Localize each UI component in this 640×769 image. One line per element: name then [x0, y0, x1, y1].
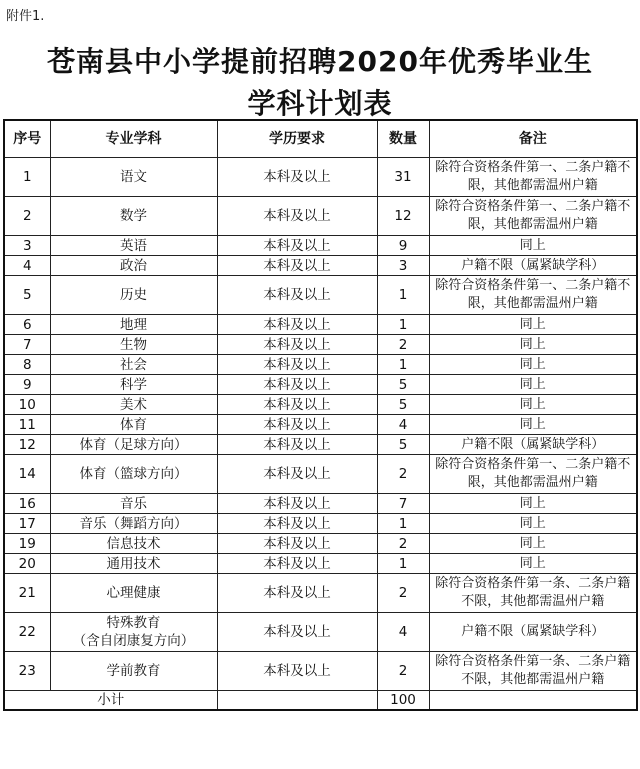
row-note: 除符合资格条件第一、二条户籍不限，其他都需温州户籍 [429, 158, 637, 197]
row-subject [50, 613, 217, 652]
row-quantity: 5 [377, 435, 429, 455]
table-header-row [4, 120, 637, 158]
table-row [4, 435, 637, 455]
row-quantity: 2 [377, 574, 429, 613]
title-line-2: 学科计划表 [247, 87, 393, 120]
row-subject: 科学 [50, 375, 217, 395]
table-row [4, 395, 637, 415]
row-note: 同上 [429, 554, 637, 574]
row-subject: 社会 [50, 355, 217, 375]
row-quantity: 2 [377, 335, 429, 355]
row-no: 6 [4, 315, 50, 335]
row-education: 本科及以上 [217, 613, 377, 652]
row-quantity: 1 [377, 514, 429, 534]
table-row [4, 613, 637, 652]
row-education: 本科及以上 [217, 158, 377, 197]
header-no: 序号 [4, 120, 50, 158]
row-education: 本科及以上 [217, 574, 377, 613]
row-no: 3 [4, 236, 50, 256]
header-quantity: 数量 [377, 120, 429, 158]
row-education: 本科及以上 [217, 236, 377, 256]
row-no: 12 [4, 435, 50, 455]
table-row [4, 494, 637, 514]
total-empty-cell [217, 691, 377, 711]
table-row [4, 197, 637, 236]
row-subject: 美术 [50, 395, 217, 415]
row-education: 本科及以上 [217, 276, 377, 315]
row-education: 本科及以上 [217, 435, 377, 455]
row-subject-line-1: 特殊教育 [106, 615, 161, 631]
row-note: 同上 [429, 335, 637, 355]
row-subject: 地理 [50, 315, 217, 335]
row-no: 11 [4, 415, 50, 435]
total-label: 小计 [4, 691, 217, 711]
table-row [4, 256, 637, 276]
row-education: 本科及以上 [217, 197, 377, 236]
row-no: 19 [4, 534, 50, 554]
table-row [4, 276, 637, 315]
row-education: 本科及以上 [217, 494, 377, 514]
row-quantity: 4 [377, 415, 429, 435]
title-line-1: 苍南县中小学提前招聘2020年优秀毕业生 [47, 45, 593, 78]
row-subject: 历史 [50, 276, 217, 315]
row-quantity: 3 [377, 256, 429, 276]
row-note: 除符合资格条件第一、二条户籍不限，其他都需温州户籍 [429, 197, 637, 236]
row-education: 本科及以上 [217, 355, 377, 375]
row-no: 9 [4, 375, 50, 395]
subject-plan-table [3, 119, 638, 711]
row-subject-line-2: （含自闭康复方向） [72, 633, 195, 649]
header-note: 备注 [429, 120, 637, 158]
row-subject: 心理健康 [50, 574, 217, 613]
table-row [4, 415, 637, 435]
row-no: 23 [4, 652, 50, 691]
total-quantity: 100 [377, 691, 429, 711]
row-no: 8 [4, 355, 50, 375]
row-no: 5 [4, 276, 50, 315]
row-quantity: 1 [377, 315, 429, 335]
row-note: 户籍不限（属紧缺学科） [429, 613, 637, 652]
row-subject: 体育（足球方向） [50, 435, 217, 455]
row-quantity: 2 [377, 652, 429, 691]
row-note: 除符合资格条件第一、二条户籍不限，其他都需温州户籍 [429, 455, 637, 494]
row-quantity: 2 [377, 534, 429, 554]
row-note: 同上 [429, 534, 637, 554]
row-education: 本科及以上 [217, 534, 377, 554]
header-education: 学历要求 [217, 120, 377, 158]
row-education: 本科及以上 [217, 455, 377, 494]
row-note: 同上 [429, 415, 637, 435]
table-row [4, 375, 637, 395]
row-note: 同上 [429, 355, 637, 375]
row-subject: 体育 [50, 415, 217, 435]
row-subject: 音乐（舞蹈方向） [50, 514, 217, 534]
row-quantity: 5 [377, 395, 429, 415]
row-note: 除符合资格条件第一条、二条户籍不限，其他都需温州户籍 [429, 652, 637, 691]
row-no: 20 [4, 554, 50, 574]
table-row [4, 315, 637, 335]
table-row [4, 534, 637, 554]
row-no: 16 [4, 494, 50, 514]
row-subject: 政治 [50, 256, 217, 276]
row-no: 1 [4, 158, 50, 197]
row-no: 2 [4, 197, 50, 236]
total-row [4, 691, 637, 711]
row-education: 本科及以上 [217, 395, 377, 415]
row-quantity: 4 [377, 613, 429, 652]
row-note: 同上 [429, 375, 637, 395]
row-note: 同上 [429, 514, 637, 534]
row-subject: 信息技术 [50, 534, 217, 554]
row-note: 除符合资格条件第一、二条户籍不限，其他都需温州户籍 [429, 276, 637, 315]
row-subject: 学前教育 [50, 652, 217, 691]
row-education: 本科及以上 [217, 415, 377, 435]
row-subject: 英语 [50, 236, 217, 256]
header-subject: 专业学科 [50, 120, 217, 158]
row-no: 17 [4, 514, 50, 534]
row-quantity: 9 [377, 236, 429, 256]
row-subject: 语文 [50, 158, 217, 197]
row-quantity: 1 [377, 355, 429, 375]
row-note: 户籍不限（属紧缺学科） [429, 256, 637, 276]
row-education: 本科及以上 [217, 514, 377, 534]
row-quantity: 31 [377, 158, 429, 197]
row-subject: 数学 [50, 197, 217, 236]
row-note: 同上 [429, 236, 637, 256]
attachment-label: 附件1. [6, 9, 45, 24]
row-quantity: 2 [377, 455, 429, 494]
row-no: 22 [4, 613, 50, 652]
table-row [4, 236, 637, 256]
table-row [4, 455, 637, 494]
row-no: 21 [4, 574, 50, 613]
row-note: 户籍不限（属紧缺学科） [429, 435, 637, 455]
table-row [4, 574, 637, 613]
row-education: 本科及以上 [217, 256, 377, 276]
row-subject: 通用技术 [50, 554, 217, 574]
table-row [4, 335, 637, 355]
row-subject: 音乐 [50, 494, 217, 514]
row-education: 本科及以上 [217, 315, 377, 335]
row-subject: 生物 [50, 335, 217, 355]
row-no: 7 [4, 335, 50, 355]
row-no: 4 [4, 256, 50, 276]
total-note-cell [429, 691, 637, 711]
table-row [4, 514, 637, 534]
table-row [4, 355, 637, 375]
table-row [4, 652, 637, 691]
table-row [4, 554, 637, 574]
row-quantity: 5 [377, 375, 429, 395]
row-note: 同上 [429, 315, 637, 335]
row-education: 本科及以上 [217, 652, 377, 691]
row-note: 同上 [429, 494, 637, 514]
row-note: 除符合资格条件第一条、二条户籍不限，其他都需温州户籍 [429, 574, 637, 613]
row-subject: 体育（篮球方向） [50, 455, 217, 494]
row-note: 同上 [429, 395, 637, 415]
row-quantity: 1 [377, 554, 429, 574]
table-row [4, 158, 637, 197]
row-quantity: 7 [377, 494, 429, 514]
row-no: 14 [4, 455, 50, 494]
row-no: 10 [4, 395, 50, 415]
row-education: 本科及以上 [217, 554, 377, 574]
row-education: 本科及以上 [217, 375, 377, 395]
row-education: 本科及以上 [217, 335, 377, 355]
row-quantity: 1 [377, 276, 429, 315]
row-quantity: 12 [377, 197, 429, 236]
